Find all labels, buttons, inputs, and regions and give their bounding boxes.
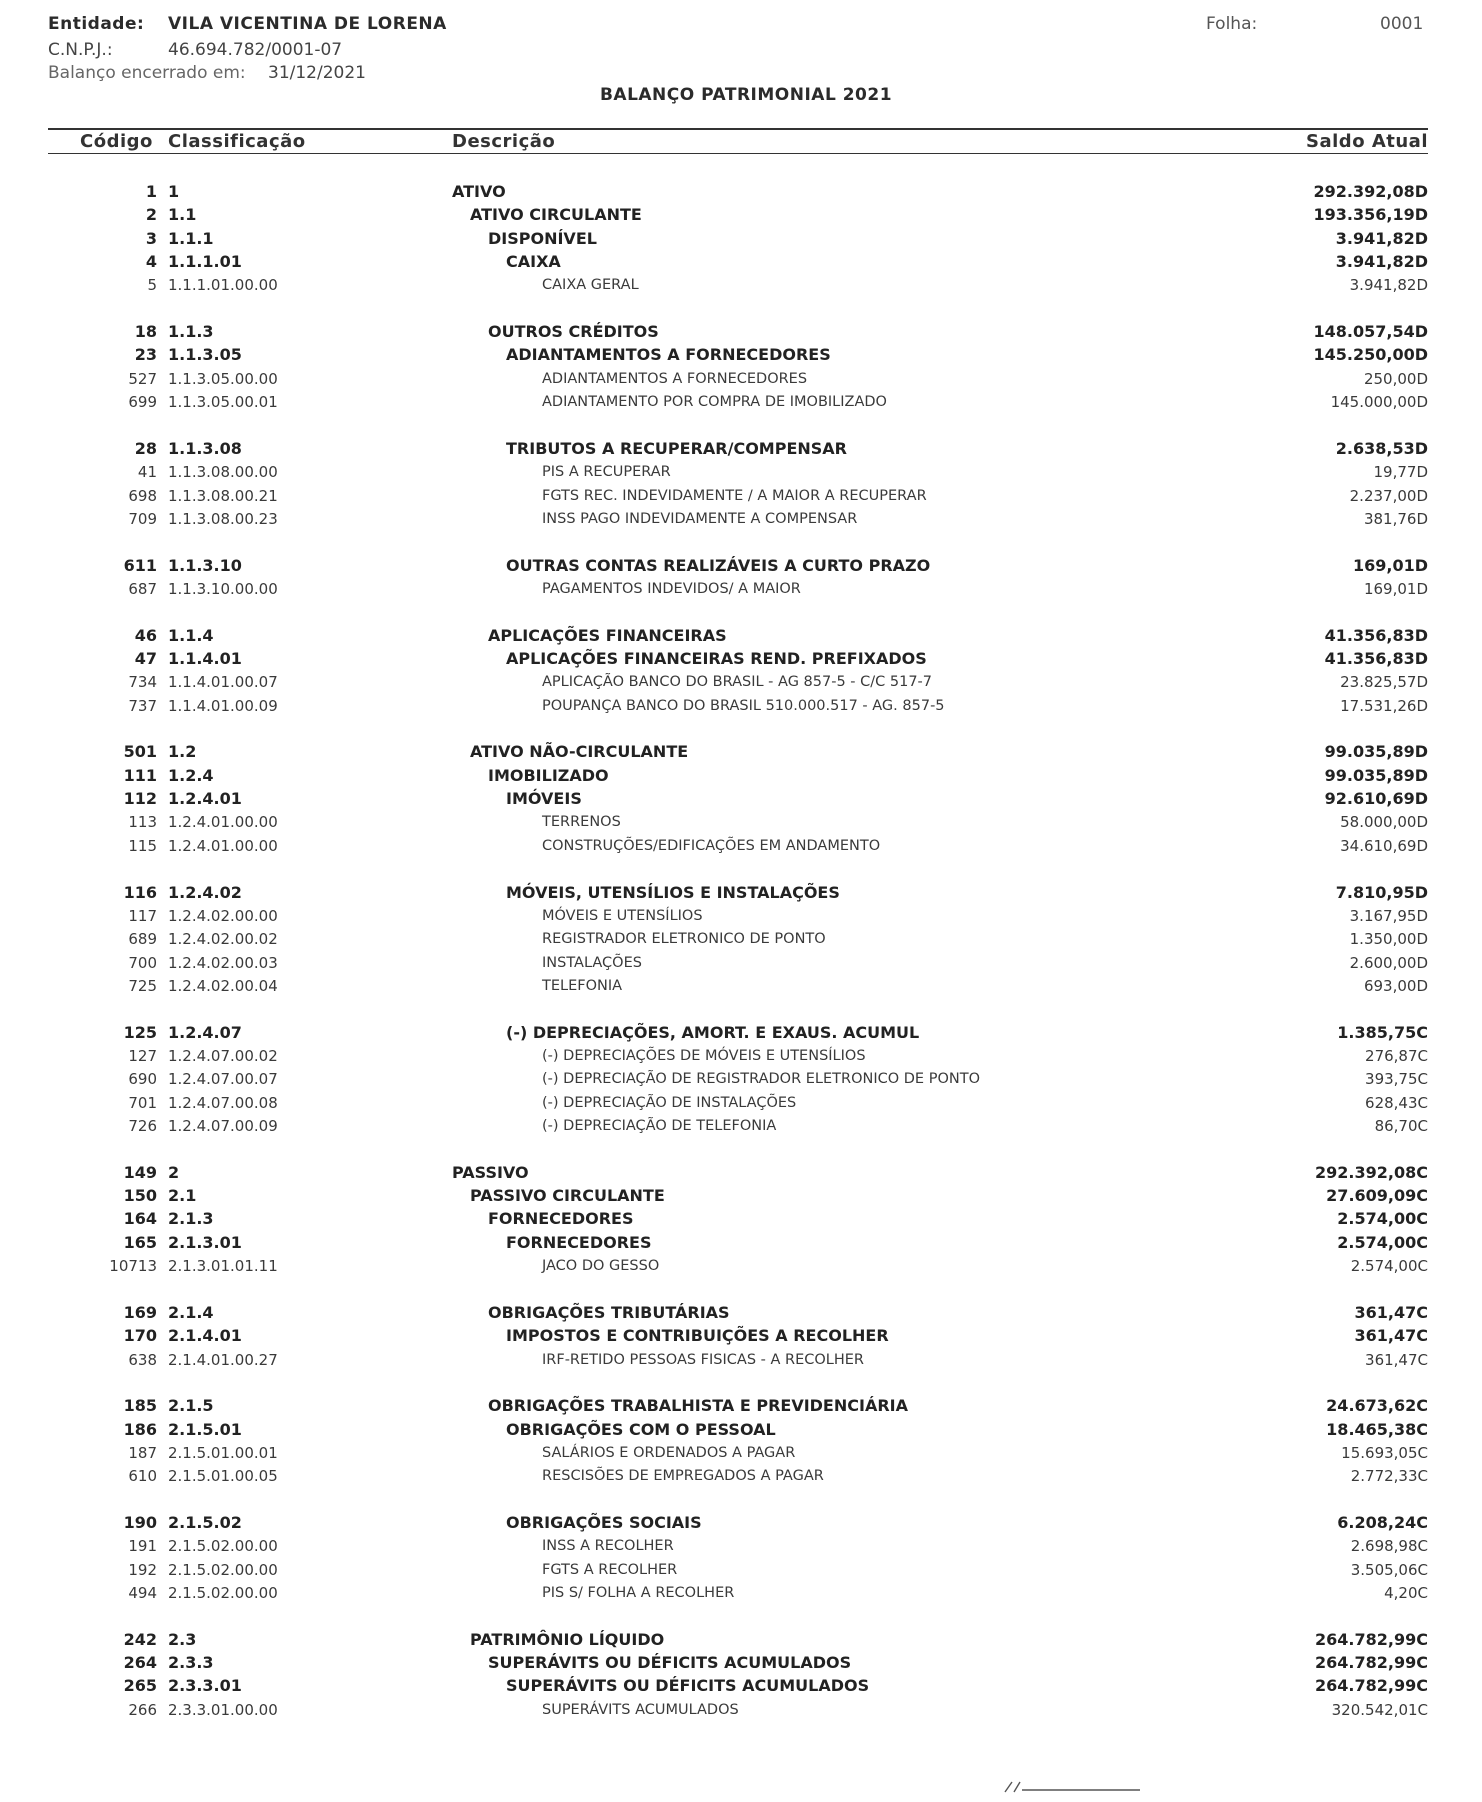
row-codigo: 115 bbox=[128, 836, 157, 855]
row-saldo: 34.610,69D bbox=[1340, 836, 1428, 855]
row-codigo: 698 bbox=[128, 486, 157, 505]
row-classificacao: 1.1.3.08 bbox=[168, 438, 242, 458]
table-row bbox=[0, 1419, 1482, 1441]
row-descricao: IRF-RETIDO PESSOAS FISICAS - A RECOLHER bbox=[542, 1351, 865, 1368]
row-classificacao: 1.1.1.01.00.00 bbox=[168, 276, 278, 295]
row-descricao: ADIANTAMENTO POR COMPRA DE IMOBILIZADO bbox=[542, 394, 887, 411]
row-classificacao: 1.2.4.02.00.00 bbox=[168, 906, 278, 925]
table-row bbox=[0, 928, 1482, 950]
table-row bbox=[0, 391, 1482, 413]
table-row bbox=[0, 1232, 1482, 1254]
row-saldo: 193.356,19D bbox=[1313, 205, 1428, 225]
table-row bbox=[0, 485, 1482, 507]
row-saldo: 250,00D bbox=[1363, 369, 1428, 388]
row-saldo: 276,87C bbox=[1365, 1046, 1428, 1065]
row-saldo: 99.035,89D bbox=[1324, 742, 1428, 762]
row-descricao: INSS PAGO INDEVIDAMENTE A COMPENSAR bbox=[542, 510, 858, 527]
row-classificacao: 1.1.4.01.00.09 bbox=[168, 696, 278, 715]
table-row bbox=[0, 1162, 1482, 1184]
row-codigo: 186 bbox=[123, 1419, 157, 1439]
row-saldo: 169,01D bbox=[1352, 555, 1428, 575]
table-row bbox=[0, 1349, 1482, 1371]
table-row bbox=[0, 578, 1482, 600]
row-classificacao: 1.2.4.02.00.03 bbox=[168, 953, 278, 972]
row-codigo: 23 bbox=[134, 345, 157, 365]
row-classificacao: 2 bbox=[168, 1162, 180, 1182]
table-row bbox=[0, 1302, 1482, 1324]
table-row bbox=[0, 368, 1482, 390]
row-codigo: 638 bbox=[128, 1350, 157, 1369]
row-saldo: 2.574,00C bbox=[1337, 1232, 1428, 1252]
row-classificacao: 2.1.3.01.01.11 bbox=[168, 1257, 278, 1276]
row-saldo: 3.167,95D bbox=[1349, 906, 1428, 925]
row-codigo: 192 bbox=[128, 1560, 157, 1579]
row-classificacao: 1.1.3 bbox=[168, 322, 214, 342]
row-classificacao: 2.1.5.01.00.05 bbox=[168, 1467, 278, 1486]
row-classificacao: 1.2.4.07 bbox=[168, 1022, 242, 1042]
row-descricao: FORNECEDORES bbox=[488, 1209, 634, 1229]
row-saldo: 58.000,00D bbox=[1340, 813, 1428, 832]
cnpj-value: 46.694.782/0001-07 bbox=[168, 40, 343, 60]
table-row bbox=[0, 788, 1482, 810]
row-descricao: PASSIVO bbox=[452, 1162, 529, 1182]
row-classificacao: 1.1.3.05 bbox=[168, 345, 242, 365]
row-classificacao: 1.1.3.10.00.00 bbox=[168, 579, 278, 598]
row-codigo: 187 bbox=[128, 1443, 157, 1462]
row-saldo: 18.465,38C bbox=[1326, 1419, 1428, 1439]
row-codigo: 687 bbox=[128, 579, 157, 598]
folha-value: 0001 bbox=[1380, 14, 1424, 34]
row-descricao: CAIXA GERAL bbox=[542, 277, 639, 294]
table-row bbox=[0, 695, 1482, 717]
row-codigo: 725 bbox=[128, 976, 157, 995]
row-classificacao: 1.2.4.01 bbox=[168, 789, 242, 809]
table-row bbox=[0, 274, 1482, 296]
row-descricao: INSTALAÇÕES bbox=[542, 954, 642, 971]
table-row bbox=[0, 1255, 1482, 1277]
row-descricao: SUPERÁVITS OU DÉFICITS ACUMULADOS bbox=[506, 1676, 870, 1696]
row-codigo: 266 bbox=[128, 1700, 157, 1719]
row-descricao: PATRIMÔNIO LÍQUIDO bbox=[470, 1629, 665, 1649]
row-codigo: 149 bbox=[123, 1162, 157, 1182]
header-rule-bottom bbox=[48, 153, 1428, 154]
row-saldo: 628,43C bbox=[1365, 1093, 1428, 1112]
row-classificacao: 1.1.1 bbox=[168, 228, 214, 248]
row-codigo: 47 bbox=[134, 649, 157, 668]
row-saldo: 15.693,05C bbox=[1341, 1443, 1428, 1462]
row-classificacao: 1 bbox=[168, 182, 180, 201]
row-classificacao: 1.1.3.08.00.00 bbox=[168, 463, 278, 482]
row-descricao: PIS A RECUPERAR bbox=[542, 464, 671, 481]
row-saldo: 99.035,89D bbox=[1324, 765, 1428, 785]
table-row bbox=[0, 555, 1482, 577]
row-codigo: 150 bbox=[123, 1186, 157, 1206]
row-saldo: 320.542,01C bbox=[1331, 1700, 1428, 1719]
row-classificacao: 2.1.5.02.00.00 bbox=[168, 1537, 278, 1556]
row-classificacao: 1.1.3.10 bbox=[168, 555, 242, 575]
table-row bbox=[0, 625, 1482, 647]
row-descricao: OBRIGAÇÕES SOCIAIS bbox=[506, 1512, 702, 1532]
row-descricao: SALÁRIOS E ORDENADOS A PAGAR bbox=[542, 1444, 796, 1461]
row-classificacao: 2.1.4.01 bbox=[168, 1326, 242, 1346]
row-descricao: ADIANTAMENTOS A FORNECEDORES bbox=[542, 370, 808, 387]
table-row bbox=[0, 1652, 1482, 1674]
cnpj-label: C.N.P.J.: bbox=[48, 40, 113, 60]
row-classificacao: 2.3.3.01 bbox=[168, 1676, 242, 1696]
row-descricao: OUTRAS CONTAS REALIZÁVEIS A CURTO PRAZO bbox=[506, 555, 931, 575]
row-descricao: IMÓVEIS bbox=[506, 789, 582, 809]
row-saldo: 27.609,09C bbox=[1326, 1186, 1428, 1206]
row-descricao: REGISTRADOR ELETRONICO DE PONTO bbox=[542, 931, 826, 948]
row-classificacao: 1.1.4 bbox=[168, 625, 214, 645]
row-classificacao: 2.1.5.02.00.00 bbox=[168, 1560, 278, 1579]
row-classificacao: 1.1.3.05.00.01 bbox=[168, 393, 278, 412]
row-descricao: (-) DEPRECIAÇÕES, AMORT. E EXAUS. ACUMUL bbox=[506, 1022, 920, 1042]
row-codigo: 125 bbox=[123, 1022, 157, 1042]
row-codigo: 527 bbox=[128, 369, 157, 388]
table-row bbox=[0, 1185, 1482, 1207]
row-classificacao: 1.2.4.02.00.04 bbox=[168, 976, 278, 995]
row-codigo: 611 bbox=[123, 555, 157, 575]
table-row bbox=[0, 741, 1482, 763]
row-descricao: (-) DEPRECIAÇÃO DE INSTALAÇÕES bbox=[542, 1094, 797, 1111]
row-saldo: 3.505,06C bbox=[1350, 1560, 1428, 1579]
row-codigo: 111 bbox=[123, 765, 157, 785]
table-row bbox=[0, 648, 1482, 670]
row-classificacao: 2.1.4.01.00.27 bbox=[168, 1350, 278, 1369]
row-classificacao: 2.1.5.02.00.00 bbox=[168, 1584, 278, 1602]
row-codigo: 116 bbox=[123, 882, 157, 902]
row-saldo: 19,77D bbox=[1373, 463, 1428, 482]
row-classificacao: 2.1.5.01 bbox=[168, 1419, 242, 1439]
row-saldo: 41.356,83D bbox=[1324, 625, 1428, 645]
row-saldo: 169,01D bbox=[1363, 579, 1428, 598]
table-row bbox=[0, 765, 1482, 787]
row-descricao: APLICAÇÕES FINANCEIRAS bbox=[488, 625, 727, 645]
row-saldo: 1.350,00D bbox=[1349, 930, 1428, 949]
table-row bbox=[0, 461, 1482, 483]
table-row bbox=[0, 952, 1482, 974]
row-classificacao: 1.2.4.02.00.02 bbox=[168, 930, 278, 949]
table-row bbox=[0, 438, 1482, 460]
row-classificacao: 1.1.1.01 bbox=[168, 252, 242, 272]
row-saldo: 361,47C bbox=[1354, 1302, 1428, 1322]
table-row bbox=[0, 1465, 1482, 1487]
row-classificacao: 2.1.4 bbox=[168, 1302, 214, 1322]
row-saldo: 361,47C bbox=[1365, 1350, 1428, 1369]
row-descricao: FGTS A RECOLHER bbox=[542, 1561, 678, 1578]
table-row bbox=[0, 344, 1482, 366]
row-classificacao: 2.3 bbox=[168, 1629, 197, 1649]
row-descricao: IMOBILIZADO bbox=[488, 765, 609, 785]
table-row bbox=[0, 905, 1482, 927]
table-row bbox=[0, 835, 1482, 857]
row-descricao: JACO DO GESSO bbox=[542, 1258, 660, 1275]
row-saldo: 3.941,82D bbox=[1335, 228, 1428, 248]
row-descricao: (-) DEPRECIAÇÃO DE REGISTRADOR ELETRONICO DE PONTO bbox=[542, 1071, 980, 1088]
row-codigo: 28 bbox=[134, 438, 157, 458]
table-row bbox=[0, 1675, 1482, 1697]
row-saldo: 148.057,54D bbox=[1313, 322, 1428, 342]
row-codigo: 46 bbox=[134, 625, 157, 645]
table-row bbox=[0, 1115, 1482, 1137]
row-saldo: 2.638,53D bbox=[1335, 438, 1428, 458]
row-descricao: PAGAMENTOS INDEVIDOS/ A MAIOR bbox=[542, 580, 801, 597]
row-descricao: APLICAÇÕES FINANCEIRAS REND. PREFIXADOS bbox=[506, 649, 927, 668]
table-row bbox=[0, 1535, 1482, 1557]
row-codigo: 701 bbox=[128, 1093, 157, 1112]
balanco-date-value: 31/12/2021 bbox=[268, 63, 366, 83]
row-codigo: 18 bbox=[134, 322, 157, 342]
row-saldo: 6.208,24C bbox=[1337, 1512, 1428, 1532]
row-descricao: APLICAÇÃO BANCO DO BRASIL - AG 857-5 - C/C 517-7 bbox=[542, 674, 932, 691]
row-codigo: 3 bbox=[145, 228, 157, 248]
row-descricao: CONSTRUÇÕES/EDIFICAÇÕES EM ANDAMENTO bbox=[542, 837, 881, 854]
column-header-descricao: Descrição bbox=[452, 131, 556, 152]
row-saldo: 2.772,33C bbox=[1350, 1467, 1428, 1486]
row-descricao: PASSIVO CIRCULANTE bbox=[470, 1186, 665, 1206]
row-descricao: IMPOSTOS E CONTRIBUIÇÕES A RECOLHER bbox=[506, 1326, 889, 1346]
entidade-value: VILA VICENTINA DE LORENA bbox=[168, 14, 447, 34]
row-codigo: 734 bbox=[128, 673, 157, 692]
table-row bbox=[0, 181, 1482, 203]
row-descricao: SUPERÁVITS ACUMULADOS bbox=[542, 1701, 739, 1718]
row-codigo: 726 bbox=[128, 1117, 157, 1135]
row-saldo: 393,75C bbox=[1365, 1070, 1428, 1089]
row-codigo: 242 bbox=[123, 1629, 157, 1649]
row-saldo: 264.782,99C bbox=[1315, 1629, 1428, 1649]
signature-mark bbox=[1000, 1780, 1150, 1794]
row-classificacao: 2.1.5 bbox=[168, 1396, 214, 1416]
column-header-classificacao: Classificação bbox=[168, 131, 306, 152]
row-codigo: 709 bbox=[128, 509, 157, 528]
entidade-label: Entidade: bbox=[48, 14, 145, 34]
row-descricao: ATIVO bbox=[452, 182, 506, 201]
row-classificacao: 1.2.4 bbox=[168, 765, 214, 785]
table-row bbox=[0, 228, 1482, 250]
row-classificacao: 1.2.4.01.00.00 bbox=[168, 836, 278, 855]
row-saldo: 693,00D bbox=[1363, 976, 1428, 995]
row-saldo: 145.250,00D bbox=[1313, 345, 1428, 365]
row-saldo: 7.810,95D bbox=[1335, 882, 1428, 902]
row-codigo: 494 bbox=[128, 1584, 157, 1602]
row-classificacao: 2.1.5.02 bbox=[168, 1512, 242, 1532]
row-classificacao: 2.1.5.01.00.01 bbox=[168, 1443, 278, 1462]
row-descricao: SUPERÁVITS OU DÉFICITS ACUMULADOS bbox=[488, 1653, 852, 1673]
row-codigo: 10713 bbox=[109, 1257, 157, 1276]
row-descricao: ATIVO CIRCULANTE bbox=[470, 205, 642, 225]
row-codigo: 265 bbox=[123, 1676, 157, 1696]
row-saldo: 1.385,75C bbox=[1337, 1022, 1428, 1042]
table-row bbox=[0, 508, 1482, 530]
table-row bbox=[0, 1092, 1482, 1114]
row-saldo: 86,70C bbox=[1374, 1117, 1428, 1135]
row-classificacao: 1.2.4.01.00.00 bbox=[168, 813, 278, 832]
table-row bbox=[0, 671, 1482, 693]
row-saldo: 292.392,08D bbox=[1313, 182, 1428, 201]
row-saldo: 264.782,99C bbox=[1315, 1653, 1428, 1673]
row-codigo: 501 bbox=[123, 742, 157, 762]
table-row bbox=[0, 1699, 1482, 1721]
table-row bbox=[0, 1629, 1482, 1651]
table-row bbox=[0, 882, 1482, 904]
row-descricao: (-) DEPRECIAÇÕES DE MÓVEIS E UTENSÍLIOS bbox=[542, 1047, 866, 1064]
row-classificacao: 2.1.3.01 bbox=[168, 1232, 242, 1252]
row-saldo: 2.574,00C bbox=[1337, 1209, 1428, 1229]
row-descricao: FGTS REC. INDEVIDAMENTE / A MAIOR A RECUPERAR bbox=[542, 487, 927, 504]
row-saldo: 2.698,98C bbox=[1350, 1537, 1428, 1556]
row-classificacao: 1.2 bbox=[168, 742, 197, 762]
row-classificacao: 1.1.3.08.00.23 bbox=[168, 509, 278, 528]
table-row bbox=[0, 251, 1482, 273]
table-row bbox=[0, 1325, 1482, 1347]
row-descricao: CAIXA bbox=[506, 252, 561, 272]
row-descricao: ADIANTAMENTOS A FORNECEDORES bbox=[506, 345, 831, 365]
table-row bbox=[0, 1208, 1482, 1230]
row-codigo: 610 bbox=[128, 1467, 157, 1486]
row-classificacao: 1.2.4.07.00.09 bbox=[168, 1117, 278, 1135]
row-saldo: 145.000,00D bbox=[1330, 393, 1428, 412]
row-descricao: POUPANÇA BANCO DO BRASIL 510.000.517 - AG. 857-5 bbox=[542, 697, 945, 714]
row-codigo: 700 bbox=[128, 953, 157, 972]
row-codigo: 1 bbox=[145, 182, 157, 201]
column-header-codigo: Código bbox=[80, 131, 153, 152]
table-row bbox=[0, 811, 1482, 833]
row-classificacao: 1.1 bbox=[168, 205, 197, 225]
header-rule-top bbox=[48, 128, 1428, 130]
table-row bbox=[0, 1068, 1482, 1090]
row-classificacao: 1.1.3.08.00.21 bbox=[168, 486, 278, 505]
table-row bbox=[0, 1395, 1482, 1417]
row-codigo: 699 bbox=[128, 393, 157, 412]
row-saldo: 4,20C bbox=[1384, 1584, 1428, 1602]
row-saldo: 41.356,83D bbox=[1324, 649, 1428, 668]
row-saldo: 361,47C bbox=[1354, 1326, 1428, 1346]
row-classificacao: 1.2.4.02 bbox=[168, 882, 242, 902]
row-descricao: OBRIGAÇÕES COM O PESSOAL bbox=[506, 1419, 776, 1439]
row-classificacao: 1.1.3.05.00.00 bbox=[168, 369, 278, 388]
row-codigo: 737 bbox=[128, 696, 157, 715]
row-codigo: 191 bbox=[128, 1537, 157, 1556]
row-codigo: 690 bbox=[128, 1070, 157, 1089]
row-codigo: 5 bbox=[147, 276, 157, 295]
table-row bbox=[0, 321, 1482, 343]
row-descricao: PIS S/ FOLHA A RECOLHER bbox=[542, 1585, 735, 1601]
table-row bbox=[0, 1582, 1482, 1604]
row-codigo: 264 bbox=[123, 1653, 157, 1673]
row-saldo: 2.574,00C bbox=[1350, 1257, 1428, 1276]
row-saldo: 17.531,26D bbox=[1340, 696, 1428, 715]
row-classificacao: 2.3.3 bbox=[168, 1653, 214, 1673]
row-classificacao: 1.2.4.07.00.08 bbox=[168, 1093, 278, 1112]
row-saldo: 264.782,99C bbox=[1315, 1676, 1428, 1696]
row-codigo: 112 bbox=[123, 789, 157, 809]
row-codigo: 190 bbox=[123, 1512, 157, 1532]
row-saldo: 2.237,00D bbox=[1349, 486, 1428, 505]
row-descricao: TELEFONIA bbox=[542, 977, 623, 994]
row-descricao: (-) DEPRECIAÇÃO DE TELEFONIA bbox=[542, 1118, 777, 1134]
row-saldo: 3.941,82D bbox=[1335, 252, 1428, 272]
document-title: BALANÇO PATRIMONIAL 2021 bbox=[599, 85, 893, 105]
row-codigo: 117 bbox=[128, 906, 157, 925]
row-codigo: 164 bbox=[123, 1209, 157, 1229]
row-descricao: TERRENOS bbox=[542, 814, 621, 831]
row-descricao: MÓVEIS, UTENSÍLIOS E INSTALAÇÕES bbox=[506, 882, 840, 902]
table-row bbox=[0, 1442, 1482, 1464]
row-classificacao: 2.1 bbox=[168, 1186, 197, 1206]
column-header-saldo: Saldo Atual bbox=[1306, 131, 1428, 152]
row-codigo: 113 bbox=[128, 813, 157, 832]
row-saldo: 92.610,69D bbox=[1324, 789, 1428, 809]
row-codigo: 689 bbox=[128, 930, 157, 949]
row-codigo: 41 bbox=[137, 463, 157, 482]
row-classificacao: 2.3.3.01.00.00 bbox=[168, 1700, 278, 1719]
row-saldo: 3.941,82D bbox=[1349, 276, 1428, 295]
row-descricao: MÓVEIS E UTENSÍLIOS bbox=[542, 907, 703, 924]
folha-label: Folha: bbox=[1206, 14, 1258, 34]
row-codigo: 170 bbox=[123, 1326, 157, 1346]
table-row bbox=[0, 1559, 1482, 1581]
row-descricao: OBRIGAÇÕES TRABALHISTA E PREVIDENCIÁRIA bbox=[488, 1396, 908, 1416]
row-classificacao: 2.1.3 bbox=[168, 1209, 214, 1229]
row-classificacao: 1.2.4.07.00.02 bbox=[168, 1046, 278, 1065]
row-codigo: 165 bbox=[123, 1232, 157, 1252]
row-descricao: OBRIGAÇÕES TRIBUTÁRIAS bbox=[488, 1302, 730, 1322]
balanco-date-label: Balanço encerrado em: bbox=[48, 63, 246, 83]
row-descricao: INSS A RECOLHER bbox=[542, 1538, 674, 1555]
row-classificacao: 1.2.4.07.00.07 bbox=[168, 1070, 278, 1089]
row-saldo: 381,76D bbox=[1363, 509, 1428, 528]
row-classificacao: 1.1.4.01 bbox=[168, 649, 242, 668]
row-descricao: OUTROS CRÉDITOS bbox=[488, 322, 659, 342]
row-codigo: 127 bbox=[128, 1046, 157, 1065]
row-classificacao: 1.1.4.01.00.07 bbox=[168, 673, 278, 692]
row-saldo: 23.825,57D bbox=[1340, 673, 1428, 692]
row-codigo: 169 bbox=[123, 1302, 157, 1322]
table-row bbox=[0, 1045, 1482, 1067]
table-row bbox=[0, 204, 1482, 226]
row-descricao: DISPONÍVEL bbox=[488, 228, 597, 248]
row-codigo: 185 bbox=[123, 1396, 157, 1416]
row-saldo: 2.600,00D bbox=[1349, 953, 1428, 972]
table-row bbox=[0, 1512, 1482, 1534]
row-saldo: 292.392,08C bbox=[1315, 1162, 1428, 1182]
row-descricao: FORNECEDORES bbox=[506, 1232, 652, 1252]
row-descricao: RESCISÕES DE EMPREGADOS A PAGAR bbox=[542, 1468, 824, 1485]
row-codigo: 4 bbox=[145, 252, 157, 272]
row-saldo: 24.673,62C bbox=[1326, 1396, 1428, 1416]
table-row bbox=[0, 975, 1482, 997]
table-row bbox=[0, 1022, 1482, 1044]
row-descricao: TRIBUTOS A RECUPERAR/COMPENSAR bbox=[506, 438, 847, 458]
row-codigo: 2 bbox=[145, 205, 157, 225]
row-descricao: ATIVO NÃO-CIRCULANTE bbox=[470, 742, 689, 762]
